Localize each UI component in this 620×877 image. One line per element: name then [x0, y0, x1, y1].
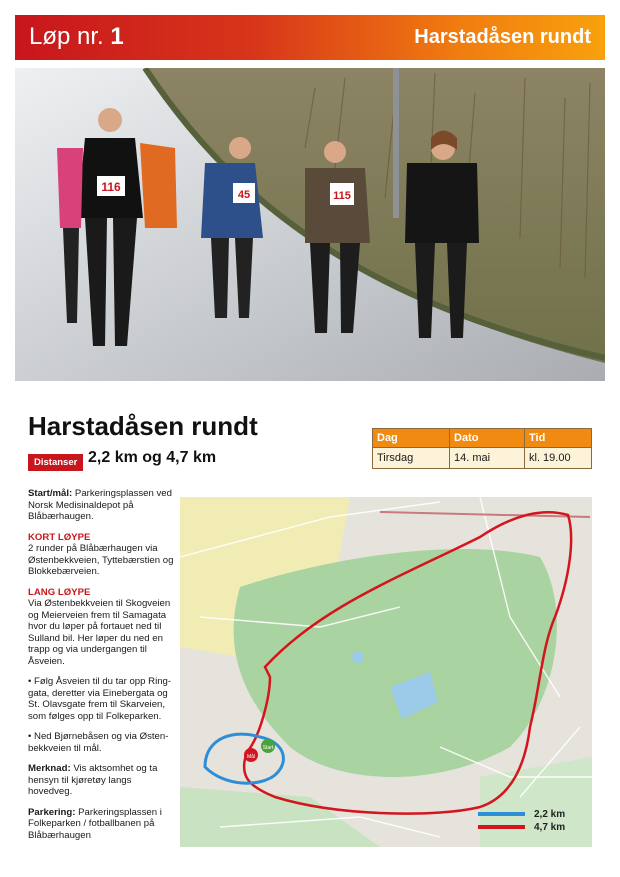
schedule-time: kl. 19.00: [525, 448, 592, 469]
runners-photo: [15, 68, 605, 381]
bib-116: 116: [101, 180, 121, 194]
photo-credit: [2, 70, 10, 160]
schedule-date: 14. mai: [450, 448, 525, 469]
header-banner: [15, 15, 605, 60]
legend-label-short: 2,2 km: [534, 809, 566, 820]
start-text: Parkeringsplassen ved Norsk Medisinaldepot på Blåbærhaugen.: [28, 488, 172, 522]
route-info: [28, 488, 174, 850]
long-route-bullet-1: • Følg Åsveien til du tar opp Ringgata, deretter via Einebergata og St. Olavsgate frem til Skarveien, som følges opp til Folkeparken.: [28, 676, 172, 722]
note-label: Merknad:: [28, 763, 71, 774]
note: [28, 763, 174, 798]
race-prefix: Løp nr.: [29, 23, 104, 50]
note-text: Vis aktsomhet og ta hensyn til kjøretøy langs hovedveg.: [28, 763, 158, 797]
legend-label-long: 4,7 km: [534, 822, 566, 833]
race-number: 1: [110, 23, 124, 50]
finish-marker-label: Mål: [246, 754, 256, 760]
schedule-day: Tirsdag: [373, 448, 450, 469]
race-number-label: [29, 23, 124, 51]
long-route-text: Via Østenbekkveien til Skogveien og Meierveien frem til Samagata hvor du løper på fortauet ned til Sulland bil. Her løper du ned en trapp og via undergangen til Åsveien.: [28, 598, 171, 667]
distance-badge: Distanser: [28, 454, 83, 471]
schedule-header-row: [373, 429, 592, 448]
short-route-label: KORT LØYPE: [28, 531, 91, 543]
start-label: Start/mål:: [28, 488, 73, 499]
parking: [28, 807, 174, 842]
long-route-label: LANG LØYPE: [28, 586, 91, 598]
schedule-row: [373, 448, 592, 469]
short-route: [28, 532, 174, 578]
schedule-header-day: Dag: [373, 429, 450, 448]
schedule-header-time: Tid: [525, 429, 592, 448]
parking-text: Parkeringsplassen i Folkeparken / fotballbanen på Blåbærhaugen: [28, 806, 162, 841]
parking-label: Parkering:: [28, 806, 76, 818]
page-title: Harstadåsen rundt: [28, 411, 258, 441]
long-route-bullet-2: • Ned Bjørnebåsen og via Østenbekkveien til mål.: [28, 731, 169, 754]
race-name: Harstadåsen rundt: [414, 26, 591, 48]
short-route-text: 2 runder på Blåbærhaugen via Østenbekkveien, Tyttebærstien og Blokkebærveien.: [28, 543, 174, 577]
bib-115: 115: [333, 190, 351, 202]
bib-45: 45: [237, 189, 251, 201]
long-route: [28, 587, 174, 668]
start-info: [28, 488, 174, 523]
schedule-table: [372, 428, 592, 469]
route-map: [180, 497, 592, 847]
distance-value: 2,2 km og 4,7 km: [88, 449, 217, 466]
start-marker-label: Start: [262, 745, 274, 751]
schedule-header-date: Dato: [450, 429, 525, 448]
